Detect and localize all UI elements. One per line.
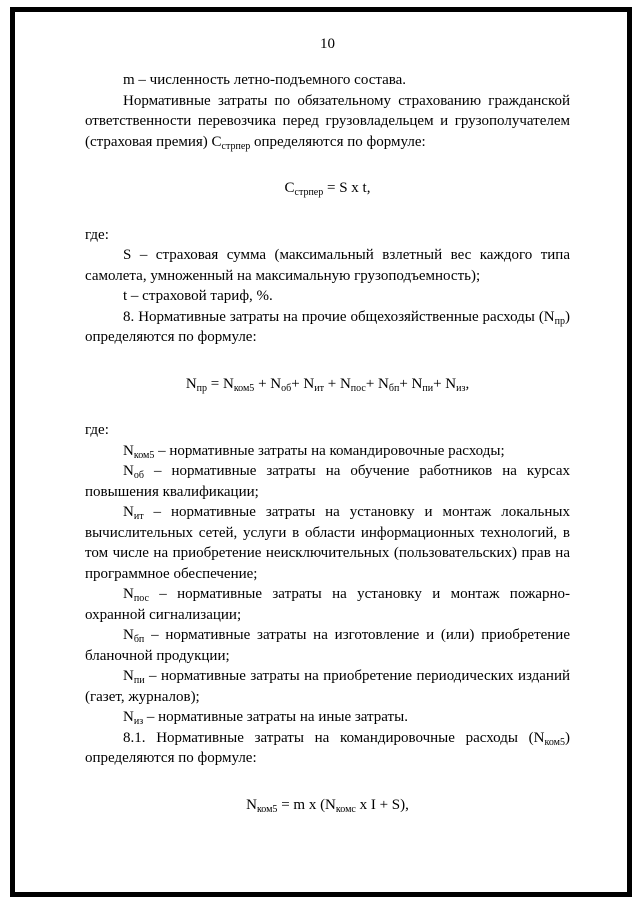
text-segment: – нормативные затраты на изготовление и (или) приобретение бланочной продукции; — [85, 627, 570, 664]
text-segment: N — [123, 668, 134, 684]
text-segment: где: — [85, 422, 109, 438]
text-segment: x I + S), — [355, 796, 409, 813]
text-segment: определяются по формуле: — [250, 133, 426, 150]
text-segment: + N — [291, 375, 315, 392]
text-segment: ) определяются по формуле: — [85, 308, 570, 345]
text-segment: + N — [399, 375, 423, 392]
subscript: об — [281, 382, 292, 394]
npos-definition — [85, 584, 570, 625]
document-page — [15, 12, 627, 861]
text-segment: + N — [433, 375, 457, 392]
subscript: пр — [554, 315, 565, 327]
insurance-costs-intro — [85, 91, 570, 153]
text-segment: N — [123, 442, 134, 459]
text-segment: 8.1. Нормативные затраты на командировочные расходы (N — [123, 729, 545, 746]
subscript: стрпер — [294, 187, 324, 198]
text-segment: = S x t, — [323, 180, 371, 196]
subscript: пос — [133, 593, 149, 604]
text-segment: ) определяются по формуле: — [85, 729, 570, 766]
text-segment: – нормативные затраты на обучение работников на курсах повышения квалификации; — [85, 463, 570, 500]
nob-definition — [85, 461, 570, 502]
m-definition — [85, 70, 570, 91]
subscript: бп — [388, 382, 400, 394]
text-segment: – нормативные затраты на приобретение периодических изданий (газет, журналов); — [85, 668, 570, 705]
where-label-2 — [85, 420, 570, 441]
text-segment: S – страховая сумма (максимальный взлетный вес каждого типа самолета, умноженный на максимальную грузоподъемность); — [85, 247, 570, 284]
subscript: пи — [422, 382, 434, 394]
text-segment: N — [185, 375, 197, 392]
formula-cstrper — [85, 178, 570, 199]
subscript: пи — [133, 675, 145, 686]
text-segment: N — [123, 709, 134, 725]
subscript: стрпер — [221, 140, 251, 152]
subscript: об — [133, 470, 144, 481]
subscript: бп — [133, 634, 145, 645]
subscript: из — [133, 716, 144, 727]
section-8-1-intro — [85, 728, 570, 769]
text-segment: m – численность летно-подъемного состава. — [123, 72, 407, 88]
text-segment: где: — [85, 226, 109, 243]
nkom5-definition — [85, 441, 570, 462]
subscript: пос — [350, 382, 366, 394]
niz-definition — [85, 707, 570, 728]
subscript: комс — [335, 803, 356, 815]
formula-nkom5 — [85, 795, 570, 816]
text-segment: N — [123, 463, 134, 479]
nbp-definition — [85, 625, 570, 666]
t-definition — [85, 286, 570, 307]
subscript: ком5 — [544, 736, 565, 748]
text-segment: N — [246, 796, 257, 813]
subscript: ком5 — [133, 449, 155, 461]
text-segment: Нормативные затраты по обязательному страхованию гражданской ответственности перевозчика перед грузовладельцем и грузополучателем (страховая премия) C — [85, 92, 570, 150]
s-definition — [85, 245, 570, 286]
text-segment: C — [284, 180, 295, 196]
page-number: 10 — [320, 36, 335, 52]
text-segment: = N — [207, 375, 234, 392]
text-segment: + N — [254, 375, 282, 392]
formula-npr — [85, 374, 570, 395]
text-segment: N — [123, 586, 134, 602]
text-segment: = m x (N — [277, 796, 336, 813]
text-segment: N — [123, 504, 134, 520]
text-segment: N — [123, 627, 134, 643]
text-segment: + N — [323, 375, 351, 392]
text-segment: – нормативные затраты на иные затраты. — [143, 709, 408, 725]
subscript: ит — [314, 382, 324, 394]
subscript: из — [456, 382, 466, 394]
text-segment: – нормативные затраты на установку и монтаж локальных вычислительных сетей, услуги в области информационных технологий, в том числе на приобретение неисключительных (пользовательских) прав на программное обеспечение; — [85, 504, 570, 582]
text-segment: 8. Нормативные затраты на прочие общехозяйственные расходы (N — [123, 308, 555, 325]
text-segment: + N — [365, 375, 389, 392]
subscript: ком5 — [256, 803, 278, 815]
subscript: пр — [196, 382, 208, 394]
npi-definition — [85, 666, 570, 707]
subscript: ит — [133, 511, 144, 522]
text-segment: t – страховой тариф, %. — [123, 288, 273, 304]
text-segment: , — [465, 375, 470, 392]
text-segment: – нормативные затраты на командировочные расходы; — [154, 442, 505, 459]
where-label-1 — [85, 225, 570, 246]
section-8-intro — [85, 307, 570, 348]
text-segment: – нормативные затраты на установку и монтаж пожарно-охранной сигнализации; — [85, 586, 570, 623]
nit-definition — [85, 502, 570, 584]
subscript: ком5 — [233, 382, 255, 394]
page-border-frame — [10, 7, 632, 897]
